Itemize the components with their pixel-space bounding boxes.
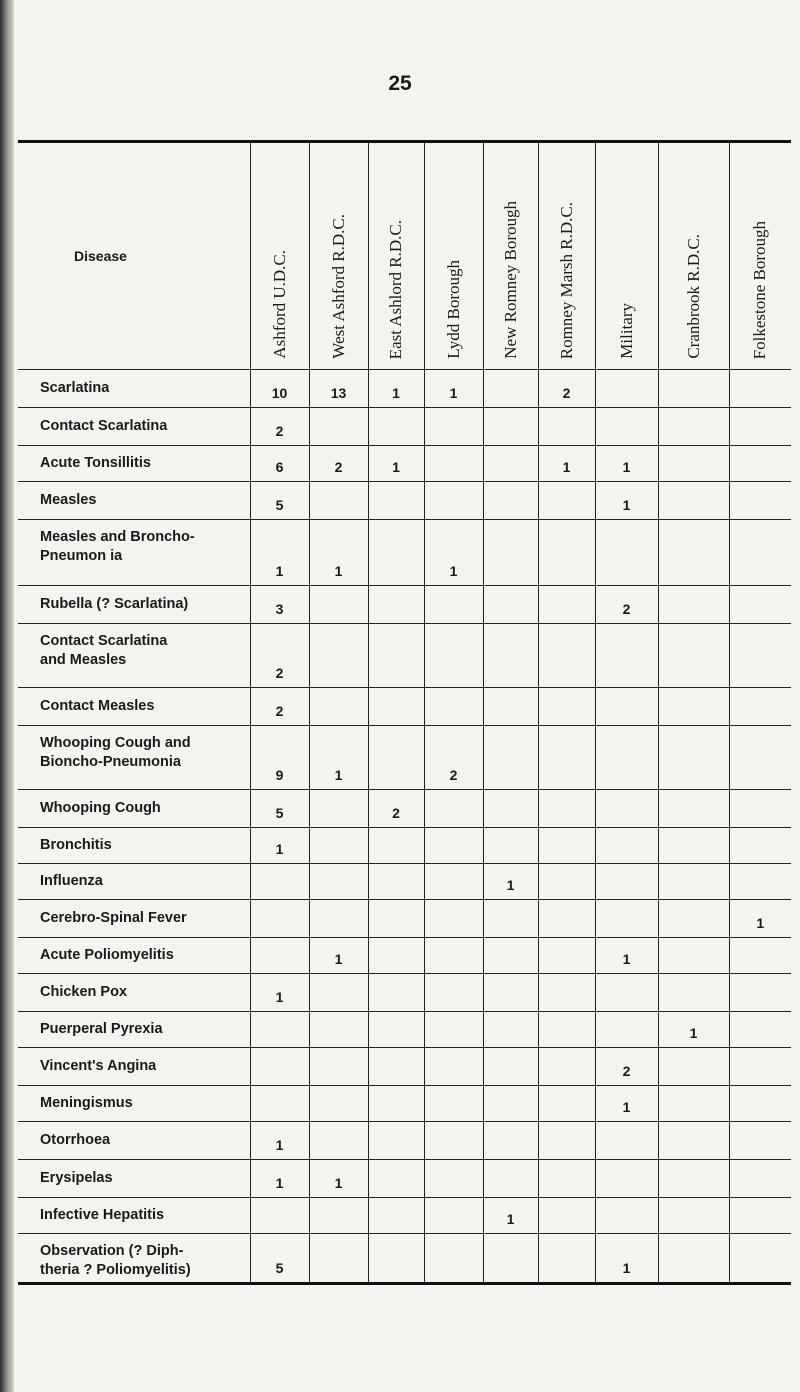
case-count (424, 828, 483, 864)
table-row (18, 1234, 791, 1284)
case-count: 1 (424, 520, 483, 586)
case-count (729, 726, 791, 790)
column-header (250, 142, 309, 370)
disease-name: Influenza (18, 864, 250, 900)
case-count (424, 1086, 483, 1122)
case-count (424, 688, 483, 726)
table-header-row (18, 142, 791, 370)
case-count (368, 726, 424, 790)
table-row (18, 446, 791, 482)
case-count: 1 (595, 1086, 658, 1122)
column-header (368, 142, 424, 370)
table-row (18, 1048, 791, 1086)
case-count (368, 864, 424, 900)
case-count (483, 974, 538, 1012)
case-count: 1 (309, 520, 368, 586)
case-count (658, 938, 729, 974)
case-count (424, 938, 483, 974)
case-count (483, 790, 538, 828)
case-count (250, 1012, 309, 1048)
case-count (595, 1122, 658, 1160)
case-count (658, 1122, 729, 1160)
disease-name: Vincent's Angina (18, 1048, 250, 1086)
case-count (250, 1086, 309, 1122)
case-count (729, 1048, 791, 1086)
case-count (483, 900, 538, 938)
case-count (368, 1086, 424, 1122)
case-count (483, 520, 538, 586)
disease-name: Puerperal Pyrexia (18, 1012, 250, 1048)
case-count (538, 828, 595, 864)
case-count (538, 586, 595, 624)
column-header (658, 142, 729, 370)
case-count (538, 482, 595, 520)
case-count (368, 1160, 424, 1198)
case-count: 1 (309, 726, 368, 790)
column-header-label: Cranbrook R.D.C. (683, 234, 703, 359)
case-count (658, 520, 729, 586)
case-count: 5 (250, 1234, 309, 1284)
disease-column-header: Disease (18, 142, 250, 370)
case-count (424, 1012, 483, 1048)
case-count (595, 370, 658, 408)
disease-name: Otorrhoea (18, 1122, 250, 1160)
case-count (483, 938, 538, 974)
table-body (18, 370, 791, 1284)
case-count: 1 (595, 446, 658, 482)
page-number: 25 (388, 72, 412, 95)
case-count (595, 864, 658, 900)
case-count (658, 624, 729, 688)
case-count (595, 900, 658, 938)
case-count (424, 864, 483, 900)
disease-table (18, 140, 791, 1285)
table-row (18, 408, 791, 446)
column-header-label: Military (616, 303, 636, 359)
case-count (424, 1122, 483, 1160)
case-count (309, 1048, 368, 1086)
case-count (309, 1122, 368, 1160)
case-count: 1 (250, 1160, 309, 1198)
case-count (368, 1234, 424, 1284)
case-count (368, 1198, 424, 1234)
case-count (729, 446, 791, 482)
case-count: 1 (595, 482, 658, 520)
case-count (424, 1198, 483, 1234)
disease-name: Measles and Broncho- Pneumon ia (18, 520, 250, 586)
case-count (729, 688, 791, 726)
case-count (595, 726, 658, 790)
case-count (309, 864, 368, 900)
column-header (483, 142, 538, 370)
case-count (309, 828, 368, 864)
disease-name: Scarlatina (18, 370, 250, 408)
case-count (424, 974, 483, 1012)
column-header-label: Romney Marsh R.D.C. (556, 201, 576, 359)
disease-name: Chicken Pox (18, 974, 250, 1012)
case-count (595, 1012, 658, 1048)
disease-name: Whooping Cough (18, 790, 250, 828)
case-count (309, 1198, 368, 1234)
case-count (729, 624, 791, 688)
case-count (538, 1048, 595, 1086)
case-count: 1 (483, 1198, 538, 1234)
case-count (424, 482, 483, 520)
case-count (595, 828, 658, 864)
case-count: 2 (424, 726, 483, 790)
table-row (18, 1012, 791, 1048)
table-row (18, 726, 791, 790)
case-count (368, 974, 424, 1012)
case-count (309, 974, 368, 1012)
case-count (658, 482, 729, 520)
case-count (368, 1012, 424, 1048)
case-count (729, 1160, 791, 1198)
column-header (424, 142, 483, 370)
case-count (309, 1086, 368, 1122)
column-header-label: Ashford U.D.C. (269, 250, 289, 359)
case-count: 1 (483, 864, 538, 900)
disease-name: Infective Hepatitis (18, 1198, 250, 1234)
case-count (483, 1160, 538, 1198)
case-count (658, 1048, 729, 1086)
table-row (18, 1160, 791, 1198)
disease-name: Erysipelas (18, 1160, 250, 1198)
case-count (250, 938, 309, 974)
case-count (483, 482, 538, 520)
case-count (483, 1048, 538, 1086)
case-count (483, 1122, 538, 1160)
table-row (18, 938, 791, 974)
case-count (368, 408, 424, 446)
case-count (729, 482, 791, 520)
case-count (729, 1086, 791, 1122)
column-header-label: New Romney Borough (500, 201, 520, 359)
case-count (658, 790, 729, 828)
case-count (595, 974, 658, 1012)
column-header-label: Lydd Borough (443, 260, 463, 359)
case-count (483, 828, 538, 864)
disease-name: Meningismus (18, 1086, 250, 1122)
case-count (538, 790, 595, 828)
case-count (309, 790, 368, 828)
case-count (658, 900, 729, 938)
case-count: 1 (309, 938, 368, 974)
disease-name: Bronchitis (18, 828, 250, 864)
table-row (18, 1198, 791, 1234)
case-count (729, 520, 791, 586)
case-count (424, 1234, 483, 1284)
table-row (18, 586, 791, 624)
case-count: 5 (250, 790, 309, 828)
case-count (658, 446, 729, 482)
table-row (18, 482, 791, 520)
case-count (424, 446, 483, 482)
disease-name: Whooping Cough and Bioncho-Pneumonia (18, 726, 250, 790)
table-row (18, 828, 791, 864)
case-count (483, 370, 538, 408)
case-count (595, 1198, 658, 1234)
case-count: 1 (538, 446, 595, 482)
case-count: 3 (250, 586, 309, 624)
case-count (309, 624, 368, 688)
case-count (729, 828, 791, 864)
case-count: 1 (309, 1160, 368, 1198)
case-count (309, 1012, 368, 1048)
case-count (483, 1012, 538, 1048)
disease-name: Acute Tonsillitis (18, 446, 250, 482)
case-count: 9 (250, 726, 309, 790)
case-count (368, 1048, 424, 1086)
case-count (483, 586, 538, 624)
case-count (368, 520, 424, 586)
case-count (595, 688, 658, 726)
case-count (309, 408, 368, 446)
table-row (18, 520, 791, 586)
case-count: 5 (250, 482, 309, 520)
case-count: 1 (658, 1012, 729, 1048)
case-count (595, 1160, 658, 1198)
table-row (18, 370, 791, 408)
case-count (729, 1234, 791, 1284)
case-count (658, 370, 729, 408)
case-count (538, 900, 595, 938)
disease-name: Contact Scarlatina and Measles (18, 624, 250, 688)
case-count (424, 624, 483, 688)
case-count (658, 1234, 729, 1284)
case-count (538, 1160, 595, 1198)
column-header (595, 142, 658, 370)
column-header (538, 142, 595, 370)
case-count: 1 (250, 828, 309, 864)
case-count (658, 408, 729, 446)
case-count (483, 726, 538, 790)
case-count (309, 482, 368, 520)
case-count: 1 (595, 938, 658, 974)
case-count (538, 520, 595, 586)
table-row (18, 974, 791, 1012)
case-count (658, 688, 729, 726)
case-count (658, 864, 729, 900)
case-count (424, 1160, 483, 1198)
case-count (368, 482, 424, 520)
case-count (483, 408, 538, 446)
case-count (538, 1198, 595, 1234)
case-count (729, 1122, 791, 1160)
case-count (538, 864, 595, 900)
case-count (538, 938, 595, 974)
column-header-label: East Ashlord R.D.C. (386, 219, 405, 359)
disease-name: Cerebro-Spinal Fever (18, 900, 250, 938)
case-count (424, 586, 483, 624)
case-count (658, 1160, 729, 1198)
case-count (483, 1086, 538, 1122)
case-count (729, 790, 791, 828)
case-count (309, 586, 368, 624)
case-count (595, 520, 658, 586)
table-row (18, 1122, 791, 1160)
column-header-label: Folkestone Borough (750, 220, 770, 359)
case-count (658, 974, 729, 1012)
case-count (424, 1048, 483, 1086)
case-count (368, 688, 424, 726)
case-count: 1 (250, 974, 309, 1012)
case-count (309, 688, 368, 726)
case-count (250, 1198, 309, 1234)
case-count (729, 370, 791, 408)
case-count: 1 (250, 1122, 309, 1160)
case-count (595, 790, 658, 828)
case-count (250, 1048, 309, 1086)
case-count (729, 1012, 791, 1048)
case-count (483, 446, 538, 482)
case-count (368, 586, 424, 624)
case-count (368, 624, 424, 688)
column-header-label: West Ashford R.D.C. (328, 214, 348, 359)
case-count (538, 1012, 595, 1048)
case-count: 1 (595, 1234, 658, 1284)
case-count (729, 864, 791, 900)
case-count (368, 900, 424, 938)
case-count (250, 900, 309, 938)
case-count: 1 (424, 370, 483, 408)
disease-name: Acute Poliomyelitis (18, 938, 250, 974)
case-count (595, 624, 658, 688)
case-count (729, 586, 791, 624)
case-count (309, 900, 368, 938)
case-count (729, 974, 791, 1012)
case-count (595, 408, 658, 446)
disease-name: Observation (? Diph- theria ? Poliomyelitis) (18, 1234, 250, 1284)
case-count (368, 828, 424, 864)
table-row (18, 688, 791, 726)
disease-name: Contact Scarlatina (18, 408, 250, 446)
case-count (538, 974, 595, 1012)
table-row (18, 624, 791, 688)
disease-name: Contact Measles (18, 688, 250, 726)
case-count: 13 (309, 370, 368, 408)
case-count: 2 (309, 446, 368, 482)
case-count: 1 (250, 520, 309, 586)
disease-name: Rubella (? Scarlatina) (18, 586, 250, 624)
case-count (368, 938, 424, 974)
case-count (250, 864, 309, 900)
case-count: 2 (368, 790, 424, 828)
case-count (729, 408, 791, 446)
table-row (18, 1086, 791, 1122)
case-count (538, 624, 595, 688)
case-count (368, 1122, 424, 1160)
case-count: 2 (595, 1048, 658, 1086)
disease-name: Measles (18, 482, 250, 520)
case-count (424, 900, 483, 938)
case-count: 10 (250, 370, 309, 408)
case-count (658, 586, 729, 624)
column-header (729, 142, 791, 370)
case-count (483, 688, 538, 726)
case-count: 2 (595, 586, 658, 624)
column-header (309, 142, 368, 370)
case-count (424, 790, 483, 828)
table-row (18, 790, 791, 828)
case-count: 2 (250, 624, 309, 688)
case-count (538, 408, 595, 446)
case-count (538, 726, 595, 790)
case-count: 2 (250, 408, 309, 446)
case-count (538, 1122, 595, 1160)
case-count: 2 (250, 688, 309, 726)
case-count: 1 (368, 446, 424, 482)
case-count (538, 1234, 595, 1284)
case-count (729, 1198, 791, 1234)
case-count: 1 (368, 370, 424, 408)
case-count: 2 (538, 370, 595, 408)
case-count (729, 938, 791, 974)
table-row (18, 864, 791, 900)
case-count (658, 1086, 729, 1122)
case-count (658, 1198, 729, 1234)
case-count (309, 1234, 368, 1284)
case-count (483, 624, 538, 688)
case-count (658, 726, 729, 790)
case-count: 1 (729, 900, 791, 938)
case-count (483, 1234, 538, 1284)
case-count (538, 688, 595, 726)
case-count (424, 408, 483, 446)
case-count (538, 1086, 595, 1122)
page-binding-edge (0, 0, 14, 1392)
case-count: 6 (250, 446, 309, 482)
case-count (658, 828, 729, 864)
table-row (18, 900, 791, 938)
